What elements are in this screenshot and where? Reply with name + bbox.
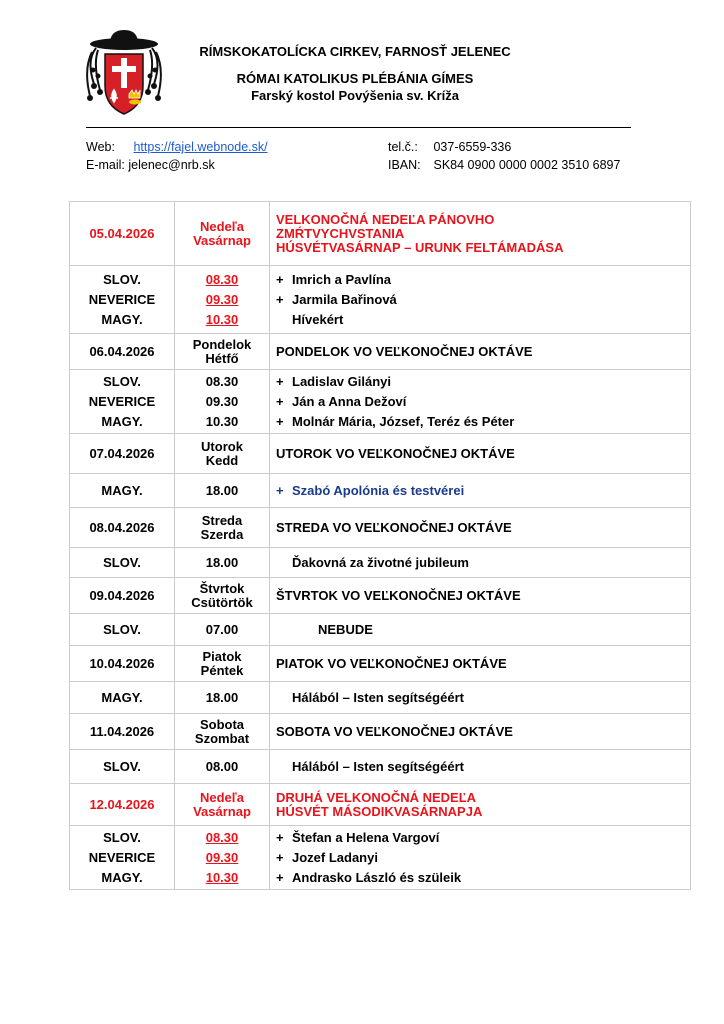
- weekday-name: Sobota: [199, 716, 245, 732]
- feast-title-cell: [270, 434, 691, 474]
- intention-text: Jozef Ladanyi: [292, 849, 378, 865]
- email-value: jelenec@nrb.sk: [128, 158, 215, 172]
- header-divider: [86, 127, 631, 128]
- intention-cell: [270, 750, 691, 784]
- mass-intention: [276, 828, 690, 848]
- day-row: [70, 578, 691, 614]
- iban-row: [388, 158, 620, 172]
- intention-text: NEBUDE: [318, 621, 373, 637]
- date: 06.04.2026: [89, 344, 155, 359]
- intention-mark: +: [276, 291, 284, 307]
- mass-intention: [276, 290, 690, 310]
- mass-intention: [276, 270, 690, 290]
- mass-location: SLOV.: [103, 621, 141, 637]
- intention-text: Hívekért: [292, 311, 344, 327]
- parish-coat-of-arms: [84, 28, 164, 124]
- time-cell: [175, 750, 270, 784]
- mass-location: SLOV.: [103, 758, 141, 774]
- weekday-cell: [175, 646, 270, 682]
- intention-mark: +: [276, 869, 284, 885]
- time-cell: [175, 370, 270, 434]
- mass-intention: [276, 688, 690, 708]
- weekday-cell: [175, 508, 270, 548]
- website-link[interactable]: https://fajel.webnode.sk/: [133, 140, 268, 154]
- phone-value: 037-6559-336: [433, 140, 512, 154]
- intention-text: Jarmila Bařinová: [292, 291, 397, 307]
- intention-mark: +: [276, 373, 284, 389]
- iban-value: SK84 0900 0000 0002 3510 6897: [433, 158, 621, 172]
- intention-cell: [270, 614, 691, 646]
- mass-row: [70, 682, 691, 714]
- phone-row: [388, 140, 511, 154]
- mass-time: 08.00: [205, 758, 239, 774]
- weekday-name: Nedeľa: [199, 218, 245, 234]
- mass-row: [70, 266, 691, 334]
- intention-cell: [270, 548, 691, 578]
- weekday-name: Kedd: [205, 452, 239, 468]
- feast-title-line: VELKONOČNÁ NEDEĽA PÁNOVHO: [276, 211, 495, 227]
- mass-row: [70, 548, 691, 578]
- intention-cell: [270, 826, 691, 890]
- intention-cell: [270, 370, 691, 434]
- intention-text: Hálából – Isten segítségéért: [292, 758, 464, 774]
- intention-cell: [270, 682, 691, 714]
- date: 10.04.2026: [89, 656, 155, 671]
- mass-time: 10.30: [205, 311, 239, 327]
- mass-time: 08.30: [205, 271, 239, 287]
- mass-location: MAGY.: [101, 413, 143, 429]
- weekday-name: Szerda: [200, 526, 244, 542]
- mass-time: 08.30: [205, 829, 239, 845]
- mass-intention: [276, 620, 690, 640]
- intention-mark: +: [276, 849, 284, 865]
- time-cell: [175, 614, 270, 646]
- mass-row: [70, 750, 691, 784]
- feast-title-cell: [270, 508, 691, 548]
- feast-title-line: SOBOTA VO VEĽKONOČNEJ OKTÁVE: [276, 723, 513, 739]
- weekday-cell: [175, 714, 270, 750]
- feast-title-cell: [270, 202, 691, 266]
- date-cell: [70, 202, 175, 266]
- feast-title-cell: [270, 784, 691, 826]
- weekday-name: Vasárnap: [193, 232, 251, 248]
- mass-time: 10.30: [205, 413, 239, 429]
- feast-title-line: ŠTVRTOK VO VEĽKONOČNEJ OKTÁVE: [276, 587, 521, 603]
- mass-intention: [276, 757, 690, 777]
- location-cell: [70, 614, 175, 646]
- feast-title-line: PONDELOK VO VEĽKONOČNEJ OKTÁVE: [276, 343, 533, 359]
- location-cell: [70, 682, 175, 714]
- day-row: [70, 714, 691, 750]
- weekday-name: Csütörtök: [191, 594, 253, 610]
- mass-time: 09.30: [205, 849, 239, 865]
- feast-title-line: HÚSVÉTVASÁRNAP – URUNK FELTÁMADÁSA: [276, 239, 564, 255]
- mass-location: NEVERICE: [88, 393, 156, 409]
- weekday-cell: [175, 334, 270, 370]
- day-row: [70, 646, 691, 682]
- intention-text: Molnár Mária, József, Teréz és Péter: [292, 413, 515, 429]
- mass-time: 09.30: [205, 291, 239, 307]
- email-row: [86, 158, 215, 172]
- intention-mark: +: [276, 271, 284, 287]
- weekday-name: Vasárnap: [193, 803, 251, 819]
- intention-text: Ďakovná za životné jubileum: [292, 554, 469, 570]
- feast-title-cell: [270, 646, 691, 682]
- intention-text: Ladislav Gilányi: [292, 373, 391, 389]
- intention-text: Ján a Anna Dežoví: [292, 393, 407, 409]
- mass-location: MAGY.: [101, 689, 143, 705]
- intention-cell: [270, 266, 691, 334]
- feast-title-line: PIATOK VO VEĽKONOČNEJ OKTÁVE: [276, 655, 507, 671]
- weekday-name: Štvrtok: [199, 580, 245, 596]
- mass-intention: [276, 412, 690, 432]
- date: 05.04.2026: [89, 226, 155, 241]
- date-cell: [70, 434, 175, 474]
- weekday-cell: [175, 202, 270, 266]
- day-row: [70, 784, 691, 826]
- time-cell: [175, 826, 270, 890]
- mass-row: [70, 614, 691, 646]
- intention-mark: +: [276, 829, 284, 845]
- weekday-name: Streda: [201, 512, 243, 528]
- day-row: [70, 434, 691, 474]
- feast-title-cell: [270, 334, 691, 370]
- mass-intention: [276, 392, 690, 412]
- mass-intention: [276, 310, 690, 330]
- mass-time: 18.00: [205, 689, 239, 705]
- mass-time: 10.30: [205, 869, 239, 885]
- mass-location: SLOV.: [103, 829, 141, 845]
- time-cell: [175, 682, 270, 714]
- weekday-name: Nedeľa: [199, 789, 245, 805]
- date-cell: [70, 646, 175, 682]
- weekday-name: Hétfő: [205, 350, 239, 366]
- location-cell: [70, 474, 175, 508]
- web-row: [86, 140, 268, 154]
- date: 09.04.2026: [89, 588, 155, 603]
- mass-location: MAGY.: [101, 482, 143, 498]
- intention-mark: +: [276, 482, 284, 498]
- mass-time: 08.30: [205, 373, 239, 389]
- intention-text: Hálából – Isten segítségéért: [292, 689, 464, 705]
- mass-row: [70, 370, 691, 434]
- time-cell: [175, 266, 270, 334]
- feast-title-line: HÚSVÉT MÁSODIKVASÁRNAPJA: [276, 803, 483, 819]
- intention-text: Štefan a Helena Vargoví: [292, 829, 440, 845]
- mass-location: MAGY.: [101, 869, 143, 885]
- weekday-name: Szombat: [194, 730, 250, 746]
- mass-intention: [276, 553, 690, 573]
- feast-title-cell: [270, 578, 691, 614]
- email-label: E-mail:: [86, 158, 125, 172]
- mass-location: SLOV.: [103, 271, 141, 287]
- time-cell: [175, 548, 270, 578]
- date-cell: [70, 334, 175, 370]
- mass-intention: [276, 372, 690, 392]
- intention-cell: [270, 474, 691, 508]
- header-line-2: RÓMAI KATOLIKUS PLÉBÁNIA GÍMES: [236, 71, 474, 86]
- mass-intention: [276, 848, 690, 868]
- header-line-1: RÍMSKOKATOLÍCKA CIRKEV, FARNOSŤ JELENEC: [199, 44, 511, 59]
- date: 11.04.2026: [89, 724, 155, 739]
- mass-time: 18.00: [205, 482, 239, 498]
- weekday-cell: [175, 578, 270, 614]
- mass-schedule-table: [69, 201, 691, 890]
- weekday-name: Péntek: [200, 662, 244, 678]
- date: 08.04.2026: [89, 520, 155, 535]
- weekday-name: Piatok: [202, 648, 242, 664]
- intention-text: Szabó Apolónia és testvérei: [292, 482, 465, 498]
- web-label: Web:: [86, 140, 115, 154]
- weekday-name: Pondelok: [192, 336, 252, 352]
- time-cell: [175, 474, 270, 508]
- day-row: [70, 508, 691, 548]
- feast-title-cell: [270, 714, 691, 750]
- mass-row: [70, 474, 691, 508]
- day-row: [70, 334, 691, 370]
- location-cell: [70, 266, 175, 334]
- mass-location: SLOV.: [103, 554, 141, 570]
- mass-time: 18.00: [205, 554, 239, 570]
- location-cell: [70, 750, 175, 784]
- feast-title-line: STREDA VO VEĽKONOČNEJ OKTÁVE: [276, 519, 512, 535]
- date: 12.04.2026: [89, 797, 155, 812]
- feast-title-line: UTOROK VO VEĽKONOČNEJ OKTÁVE: [276, 445, 515, 461]
- location-cell: [70, 548, 175, 578]
- mass-location: NEVERICE: [88, 291, 156, 307]
- weekday-cell: [175, 434, 270, 474]
- feast-title-line: DRUHÁ VELKONOČNÁ NEDEĽA: [276, 789, 477, 805]
- location-cell: [70, 370, 175, 434]
- date-cell: [70, 784, 175, 826]
- mass-location: SLOV.: [103, 373, 141, 389]
- mass-intention: [276, 481, 690, 501]
- date-cell: [70, 508, 175, 548]
- mass-time: 07.00: [205, 621, 239, 637]
- mass-location: NEVERICE: [88, 849, 156, 865]
- day-row: [70, 202, 691, 266]
- intention-mark: +: [276, 413, 284, 429]
- mass-location: MAGY.: [101, 311, 143, 327]
- phone-label: tel.č.:: [388, 140, 418, 154]
- mass-row: [70, 826, 691, 890]
- date-cell: [70, 714, 175, 750]
- mass-intention: [276, 868, 690, 888]
- location-cell: [70, 826, 175, 890]
- header-line-3: Farský kostol Povýšenia sv. Kríža: [251, 88, 459, 103]
- date-cell: [70, 578, 175, 614]
- mass-time: 09.30: [205, 393, 239, 409]
- intention-text: Imrich a Pavlína: [292, 271, 391, 287]
- weekday-name: Utorok: [201, 438, 243, 454]
- intention-mark: +: [276, 393, 284, 409]
- weekday-cell: [175, 784, 270, 826]
- iban-label: IBAN:: [388, 158, 421, 172]
- intention-text: Andrasko László és szüleik: [292, 869, 462, 885]
- date: 07.04.2026: [89, 446, 155, 461]
- feast-title-line: ZMŔTVYCHVSTANIA: [276, 225, 405, 241]
